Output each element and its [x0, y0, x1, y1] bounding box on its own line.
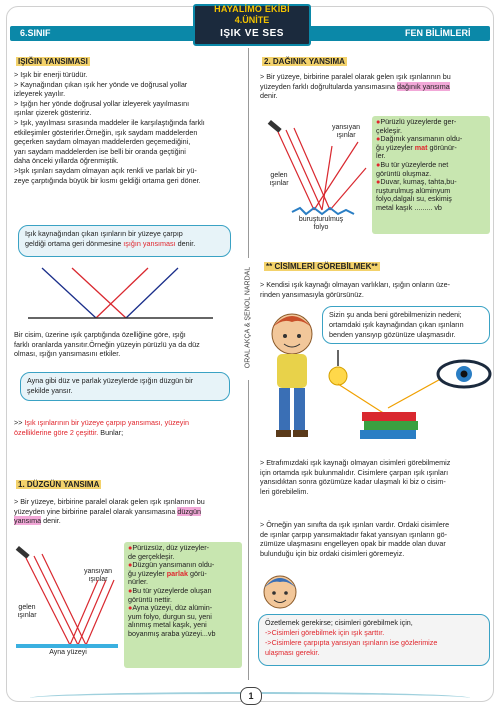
text: görünür- — [427, 142, 457, 152]
summary-item: ->Cisimleri görebilmek için ışık şarttır. — [265, 628, 385, 637]
text: denir. — [41, 516, 61, 526]
types-keyword: özelliklerine göre 2 çeşittir. — [14, 427, 99, 437]
regular-title-text: 1. DÜZGÜN YANSIMA — [18, 480, 100, 489]
line: > Bir yüzeye, birbirine paralel olarak gelen ışık ışınlarının bu — [260, 72, 451, 81]
column-divider-top — [248, 48, 249, 258]
diffuse-reflected-label: yansıyan ışınlar — [331, 124, 361, 139]
diffuse-paragraph — [260, 72, 492, 101]
text: Bunlar; — [98, 427, 124, 437]
line — [14, 507, 244, 517]
bullet-icon: ● — [128, 603, 133, 613]
line — [260, 82, 492, 92]
line: rinden yansımasıyla görürsünüz. — [260, 289, 364, 299]
reflection-title — [16, 57, 90, 66]
summary-item: ->Cisimlere çarpıpta yansıyan ışınların ise gözlerimize — [265, 638, 438, 647]
keyword: parlak — [166, 568, 188, 578]
line: > Işık bir enerji türüdür. — [14, 70, 88, 79]
team-name: HAYALİMO EKİBİ — [214, 4, 290, 14]
bubble-line: Sizin şu anda beni görebilmenizin nedeni; — [329, 310, 462, 319]
text: Duvar, kumaş, tahta,bu- — [380, 177, 457, 187]
keyword: mat — [414, 142, 428, 152]
note-line: yum folyo, durgun su, yeni — [128, 611, 212, 621]
foil-label: buruşturulmuş folyo — [298, 216, 344, 231]
regular-incoming-label: gelen ışınlar — [17, 604, 37, 619]
definition-bubble — [18, 225, 231, 257]
line — [14, 418, 244, 428]
line: denir. — [260, 91, 278, 101]
summary-item: ulaşması gerekir. — [265, 648, 320, 657]
text: Pürüzlü yüzeylerde ger- — [380, 117, 457, 126]
regular-reflection-title — [16, 480, 101, 489]
line: > Etrafımızdaki ışık kaynağı olmayan cisimleri görebilmemiz — [260, 458, 451, 467]
page-number: 1 — [240, 687, 262, 705]
mirror-bubble — [20, 372, 230, 401]
bubble-line: benden yansıyıp gözünüze ulaşmasıdır. — [329, 330, 456, 339]
note-line: alınmış metal kaşık, yeni — [128, 620, 207, 630]
text: Dağınık yansımanın oldu- — [380, 134, 463, 144]
note-line: folyo,dalgalı su, eskimiş — [376, 194, 452, 204]
summary-box — [258, 614, 490, 666]
text: Pürüzsüz, düz yüzeyler- — [132, 543, 210, 552]
keyword: düzgün — [177, 506, 201, 516]
bubble-text: geldiği ortama geri dönmesine — [25, 239, 124, 248]
mirror-label: Ayna yüzeyi — [49, 649, 87, 656]
line: zümüze ulaşmasını engelleyen opak bir madde olan duvar — [260, 539, 446, 549]
types-keyword: Işık ışınlarının bir yüzeye çarpıp yansıması, yüzeyin — [24, 418, 189, 427]
note-line: metal kaşık ......... vb — [376, 202, 442, 212]
reflection-title-text: IŞIĞIN YANSIMASI — [18, 57, 88, 66]
text: Bu tür yüzeylerde oluşan — [132, 585, 212, 595]
column-divider-bottom — [248, 380, 249, 680]
line: > Kendisi ışık kaynağı olmayan varlıkları, ışığın onların üze- — [260, 280, 450, 289]
note-line: nürler. — [128, 577, 148, 587]
bullet-icon: ● — [376, 159, 381, 169]
example-paragraph — [260, 520, 492, 558]
line: de ışınlar çarpıp yansımaktadır fakat yansıyan ışınların gö- — [260, 529, 447, 539]
bubble-line — [25, 239, 224, 249]
types-paragraph — [14, 418, 244, 437]
bullet-icon: ● — [128, 543, 133, 552]
bubble-line: ortamdaki ışık kaynağından çıkan ışınların — [329, 320, 464, 329]
regular-reflected-label: yansıyan ışınlar — [83, 568, 113, 583]
text: ğu yüzeyler — [376, 142, 415, 152]
text: Ayna yüzeyi, düz alümin- — [132, 603, 213, 613]
summary-title: Özetlemek gerekirse; cisimleri görebilmek için, — [265, 618, 413, 627]
surface-paragraph — [14, 330, 244, 359]
line: yansıdıktan sonra gözümüze kadar ulaşmalı ki biz o cisim- — [260, 477, 446, 487]
bullet-icon: ● — [376, 117, 381, 126]
diffuse-incoming-label: gelen ışınlar — [269, 172, 289, 187]
grade-label: 6.SINIF — [20, 28, 51, 38]
diffuse-reflection-title — [262, 57, 347, 66]
reflection-paragraph — [14, 70, 244, 185]
seeing-objects-title — [264, 262, 380, 271]
line: zeye çarptığında büyük bir kısmı geldiği ortama geri döner. — [14, 175, 201, 185]
text: Bu tür yüzeylerde net — [380, 159, 449, 169]
kid-illustration — [258, 568, 302, 618]
text: yüzeyden yine birbirine paralel olarak yansımasına — [14, 506, 178, 516]
line: olması, ışığın yansımasını etkiler. — [14, 349, 121, 359]
line: yarı saydam maddelerden ise belli bir oranda geçtiğini — [14, 146, 186, 156]
note-line — [376, 144, 486, 153]
bubble-text: denir. — [175, 239, 196, 248]
side-credit — [240, 262, 256, 382]
note-line: görüntü oluşmaz. — [376, 168, 432, 178]
regular-paragraph — [14, 497, 244, 526]
text: yüzeyden farklı doğrultularda yansımasına — [260, 81, 398, 91]
line: farklı oranlarda yansıtır.Örneğin yüzeyin pürüzlü ya da düz — [14, 339, 200, 349]
speech-bubble — [322, 306, 490, 344]
line: Bir cisim, üzerine ışık çarptığında özelliğine göre, ışığı — [14, 330, 186, 339]
line — [14, 428, 244, 438]
line: > Bir yüzeye, birbirine paralel olarak gelen ışık ışınlarının bu — [14, 497, 205, 506]
note-line: çekleşir. — [376, 125, 402, 135]
bubble-line: şekilde yansır. — [27, 386, 73, 395]
diffuse-notes-box — [372, 116, 490, 234]
note-line: ler. — [376, 151, 386, 161]
line: > Örneğin yan sınıfta da ışık ışınları vardır. Ordaki cisimlere — [260, 520, 450, 529]
bubble-line: Işık kaynağından çıkan ışınların bir yüzeye çarpıp — [25, 229, 183, 238]
line: > Işığın her yönde doğrusal yollar izleyerek yayılmasını — [14, 98, 190, 108]
bullet-icon: ● — [128, 560, 133, 570]
seeing-paragraph — [260, 280, 492, 299]
line: izleyerek yayılır. — [14, 89, 66, 99]
topic-title: IŞIK VE SES — [220, 28, 284, 39]
line — [14, 516, 244, 526]
bullet-icon: ● — [376, 134, 381, 144]
line: >Işık ışınları saydam olmayan açık renkli ve parlak bir yü- — [14, 165, 197, 175]
visibility-paragraph — [260, 458, 492, 496]
unit-label: 4.ÜNİTE — [234, 15, 270, 25]
line: daha önceki yıllarda öğrenmiştik. — [14, 156, 119, 166]
seeing-title-text: ** CİSİMLERİ GÖREBİLMEK** — [266, 262, 378, 271]
text: Düzgün yansımanın oldu- — [132, 560, 215, 570]
line: ışınlar çizerek gösteririz. — [14, 108, 92, 118]
subject-label: FEN BİLİMLERİ — [405, 28, 471, 38]
note-line: boyanmış araba yüzeyi...vb — [128, 628, 216, 638]
note-line: ruşturulmuş alüminyum — [376, 185, 451, 195]
line: için ortamda ışık bulunmalıdır. Cisimlere çarpan ışık ışınları — [260, 467, 449, 477]
bubble-keyword: ışığın yansıması — [123, 239, 176, 248]
keyword: yansıma — [14, 516, 42, 526]
bullet-icon: ● — [376, 177, 381, 187]
text: görü- — [187, 568, 207, 578]
line: geçerken saydam olmayan maddelerden geçemediğini, — [14, 137, 191, 147]
line: > Işık, yayılması sırasında maddeler ile karşılaştığında farklı — [14, 117, 205, 127]
boy-illustration — [262, 310, 322, 450]
text: ğu yüzeyler — [128, 568, 167, 578]
diffuse-title-text: 2. DAĞINIK YANSIMA — [264, 57, 345, 66]
bullet-icon: ● — [128, 585, 133, 595]
line: bulunduğu için biz ordaki cisimleri göremeyiz. — [260, 548, 405, 558]
reflection-diagram — [28, 262, 218, 324]
text: >> — [14, 418, 25, 427]
regular-notes-box — [124, 542, 242, 668]
keyword: dağınık yansıma — [397, 81, 450, 91]
bubble-line: Ayna gibi düz ve parlak yüzeylerde ışığın düzgün bir — [27, 376, 194, 385]
line: etkileşimler gösterirler.Örneğin, ışık saydam maddelerden — [14, 127, 198, 137]
side-credit-text: ORAL AKÇA & ŞENOL NARDAL — [244, 266, 252, 369]
note-line: görüntü nettir. — [128, 594, 172, 604]
regular-reflection-diagram — [12, 540, 122, 660]
line: > Kaynağından çıkan ışık her yönde ve doğrusal yollar — [14, 79, 188, 89]
line: leri görebilelim. — [260, 486, 309, 496]
note-line: de gerçekleşir. — [128, 551, 175, 561]
seeing-diagram — [326, 348, 496, 458]
